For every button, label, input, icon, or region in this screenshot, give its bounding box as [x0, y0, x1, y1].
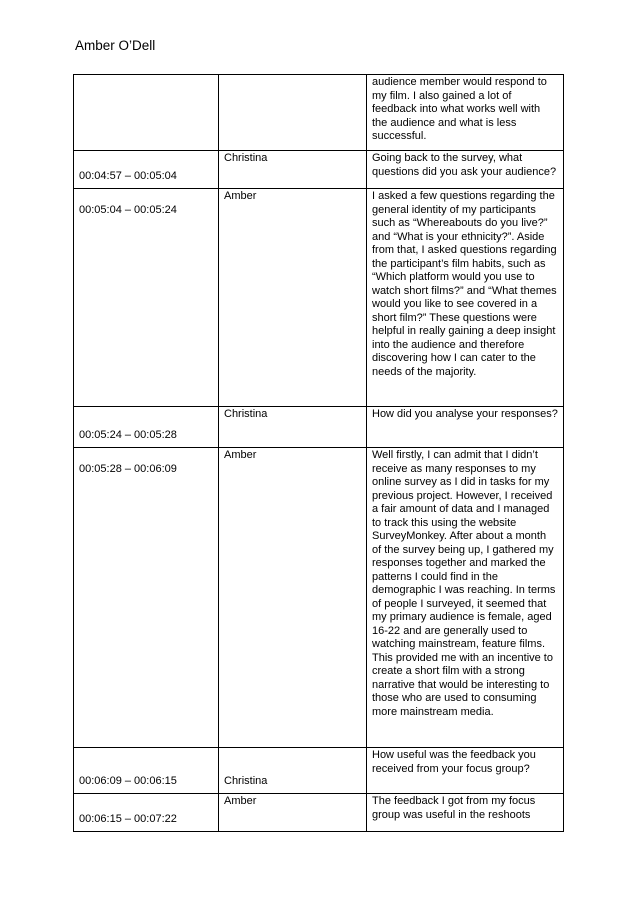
timestamp-cell: 00:04:57 – 00:05:04 [74, 151, 219, 189]
dialogue-cell: audience member would respond to my film. I also gained a lot of feedback into what works well with the audience and what is less successful. [367, 75, 564, 151]
timestamp-cell: 00:06:15 – 00:07:22 [74, 794, 219, 832]
speaker-cell: Christina [219, 407, 367, 448]
table-row [74, 75, 564, 151]
speaker-cell: Christina [219, 151, 367, 189]
table-row [74, 407, 564, 448]
dialogue-cell: How did you analyse your responses? [367, 407, 564, 448]
dialogue-cell: Going back to the survey, what questions did you ask your audience? [367, 151, 564, 189]
speaker-cell: Amber [219, 189, 367, 407]
dialogue-cell: The feedback I got from my focus group was useful in the reshoots [367, 794, 564, 832]
timestamp-cell: 00:05:24 – 00:05:28 [74, 407, 219, 448]
speaker-cell: Amber [219, 794, 367, 832]
timestamp-cell: 00:05:28 – 00:06:09 [74, 448, 219, 748]
document-header-author: Amber O’Dell [75, 38, 156, 53]
dialogue-cell: How useful was the feedback you received from your focus group? [367, 748, 564, 794]
speaker-cell [219, 75, 367, 151]
timestamp-cell: 00:06:09 – 00:06:15 [74, 748, 219, 794]
speaker-cell: Christina [219, 748, 367, 794]
timestamp-cell [74, 75, 219, 151]
table-row [74, 151, 564, 189]
table-row [74, 189, 564, 407]
table-row [74, 748, 564, 794]
dialogue-cell: I asked a few questions regarding the general identity of my participants such as “Whereabouts do you live?” and “What is your ethnicity?”. Aside from that, I asked questions regarding the participant’s film habits, such as “Which platform would you use to watch short films?” and “What themes would you like to see covered in a short film?” These questions were helpful in really gaining a deep insight into the audience and therefore discovering how I can cater to the needs of the majority. [367, 189, 564, 407]
table-row [74, 794, 564, 832]
timestamp-cell: 00:05:04 – 00:05:24 [74, 189, 219, 407]
transcript-table [73, 74, 564, 832]
table-row [74, 448, 564, 748]
speaker-cell: Amber [219, 448, 367, 748]
dialogue-cell: Well firstly, I can admit that I didn’t receive as many responses to my online survey as I did in tasks for my previous project. However, I received a fair amount of data and I managed to track this using the website SurveyMonkey. After about a month of the survey being up, I gathered my responses together and marked the patterns I could find in the demographic I was reaching. In terms of people I surveyed, it seemed that my primary audience is female, aged 16-22 and are generally used to watching mainstream, feature films. This provided me with an incentive to create a short film with a strong narrative that would be interesting to those who are used to consuming more mainstream media. [367, 448, 564, 748]
